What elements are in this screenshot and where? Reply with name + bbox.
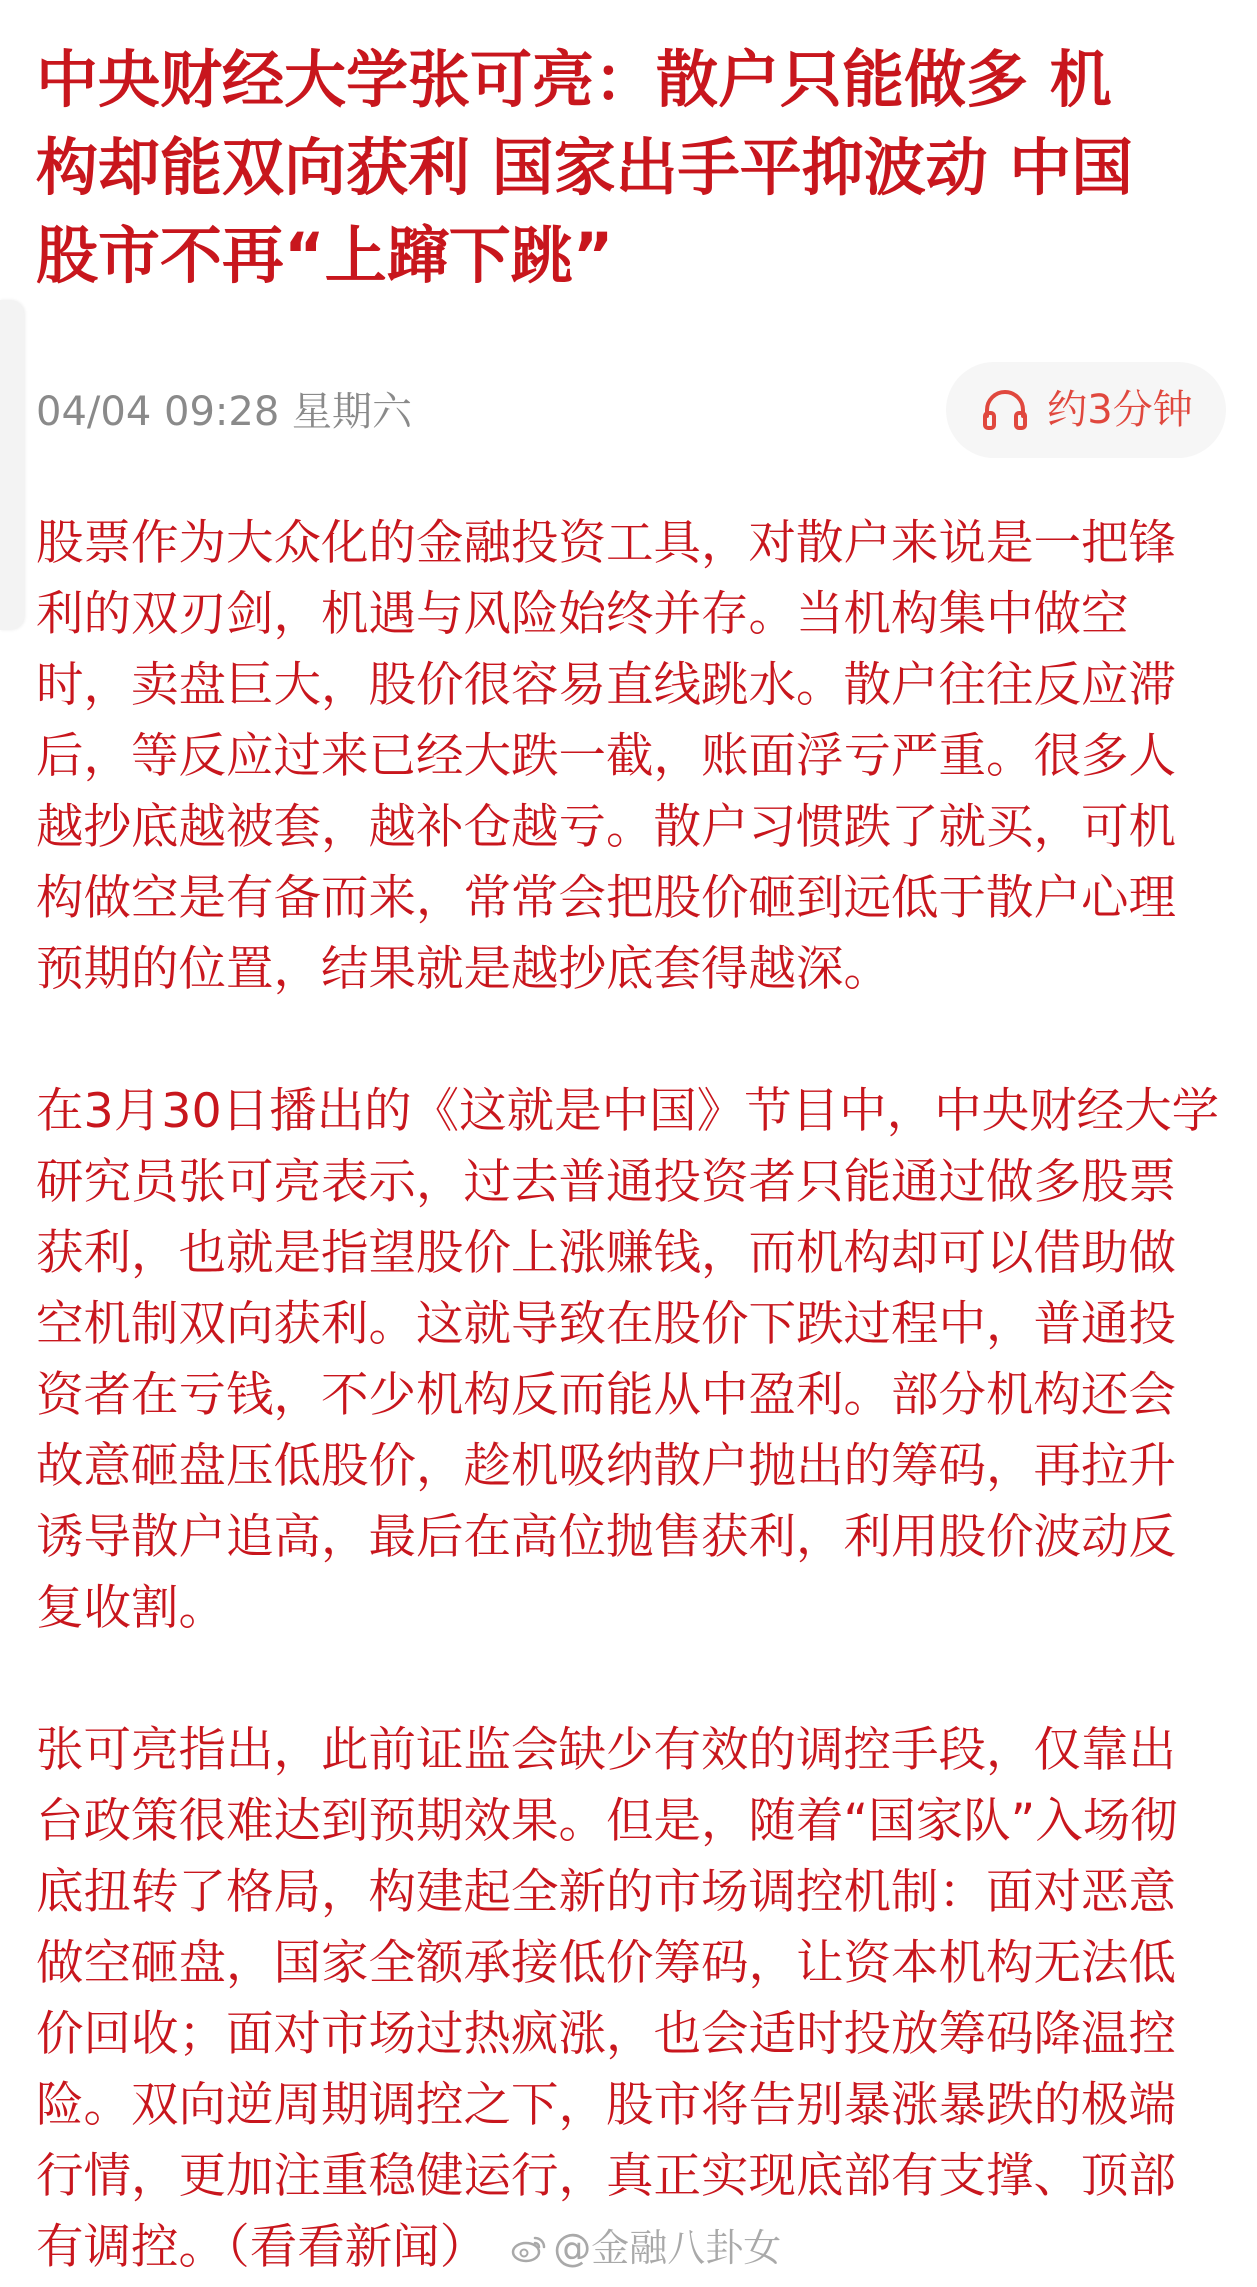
article-body [36,508,1226,2284]
weibo-icon [511,2216,547,2246]
headphones-icon [979,384,1031,436]
read-time-label: 约3分钟 [1047,387,1193,433]
watermark-text: @金融八卦女 [553,2226,782,2270]
paragraph-1: 股票作为大众化的金融投资工具，对散户来说是一把锋 利的双刃剑，机遇与风险始终并存。当机构集中做空 时，卖盘巨大，股价很容易直线跳水。散户往往反应滞 后，等反应过来已经大跌一截，账面浮亏严重。很多人 越抄底越被套，越补仓越亏。散户习惯跌了就买，可机 构做空是有备而来，常常会把股价砸到远低于散户心理 预期的位置，结果就是越抄底套得越深。 [36,516,1176,997]
watermark [511,2226,781,2270]
paragraph-3-last-line: 有调控。（看看新闻） [36,2220,488,2275]
paragraph-3 [36,1715,1226,2284]
paragraph-2: 在3月30日播出的《这就是中国》节目中，中央财经大学 研究员张可亮表示，过去普通投资者只能通过做多股票 获利，也就是指望股价上涨赚钱，而机构却可以借助做 空机制双向获利。这就导致在股价下跌过程中，普通投 资者在亏钱，不少机构反而能从中盈利。部分机构还会 故意砸盘压低股价，趁机吸纳散户抛出的筹码，再拉升 诱导散户追高，最后在高位抛售获利，利用股价波动反 复收割。 [36,1084,1220,1636]
listen-button[interactable] [946,362,1226,458]
paragraph-3-text: 张可亮指出，此前证监会缺少有效的调控手段，仅靠出 台政策很难达到预期效果。但是，随着“国家队”入场彻 底扭转了格局，构建起全新的市场调控机制：面对恶意 做空砸盘，国家全额承接低价筹码，让资本机构无法低 价回收；面对市场过热疯涨，也会适时投放筹码降温控 险。双向逆周期调控之下，股市将告别暴涨暴跌的极端 行情，更加注重稳健运行，真正实现底部有支撑、顶部 [36,1723,1178,2204]
publish-date: 04/04 09:28 星期六 [36,389,412,435]
article-meta [36,362,1226,462]
article-title: 中央财经大学张可亮：散户只能做多 机 构却能双向获利 国家出手平抑波动 中国 股市不再“上蹿下跳” [36,43,1134,292]
side-handle[interactable] [0,300,24,630]
